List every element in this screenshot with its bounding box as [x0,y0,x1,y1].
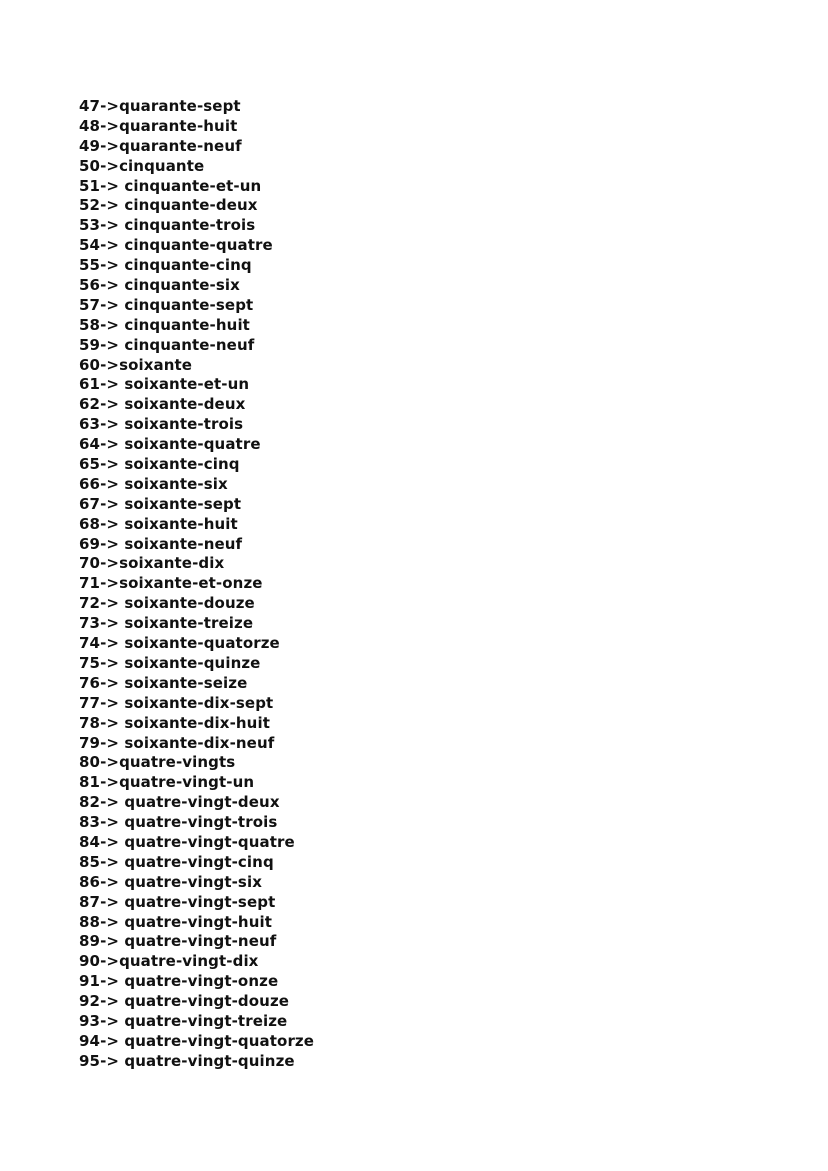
number-line: 92-> quatre-vingt-douze [79,992,290,1011]
number-line: 57-> cinquante-sept [79,295,254,314]
number-line: 95-> quatre-vingt-quinze [79,1051,295,1070]
number-line: 48->quarante-huit [79,116,238,135]
number-line: 64-> soixante-quatre [79,435,261,454]
number-line: 82-> quatre-vingt-deux [79,793,280,812]
number-line: 50->cinquante [79,156,205,175]
number-line: 86-> quatre-vingt-six [79,872,262,891]
number-line: 71->soixante-et-onze [79,574,263,593]
number-line: 52-> cinquante-deux [79,196,258,215]
number-line: 75-> soixante-quinze [79,653,261,672]
number-line: 60->soixante [79,355,193,374]
number-line: 73-> soixante-treize [79,614,254,633]
number-line: 59-> cinquante-neuf [79,335,255,354]
number-line: 68-> soixante-huit [79,514,238,533]
number-line: 51-> cinquante-et-un [79,176,262,195]
number-list [79,97,314,1072]
number-line: 85-> quatre-vingt-cinq [79,852,274,871]
number-line: 69-> soixante-neuf [79,534,243,553]
number-line: 58-> cinquante-huit [79,315,250,334]
number-line: 89-> quatre-vingt-neuf [79,932,277,951]
number-line: 76-> soixante-seize [79,673,248,692]
number-line: 56-> cinquante-six [79,276,240,295]
number-line: 83-> quatre-vingt-trois [79,813,278,832]
number-line: 65-> soixante-cinq [79,455,240,474]
number-line: 78-> soixante-dix-huit [79,713,270,732]
number-line: 87-> quatre-vingt-sept [79,892,276,911]
number-line: 77-> soixante-dix-sept [79,693,274,712]
number-line: 66-> soixante-six [79,474,228,493]
number-line: 91-> quatre-vingt-onze [79,972,279,991]
number-line: 90->quatre-vingt-dix [79,952,259,971]
number-line: 61-> soixante-et-un [79,375,250,394]
number-line: 54-> cinquante-quatre [79,236,273,255]
number-line: 81->quatre-vingt-un [79,773,255,792]
number-line: 53-> cinquante-trois [79,216,256,235]
number-line: 67-> soixante-sept [79,494,242,513]
number-line: 55-> cinquante-cinq [79,256,252,275]
number-line: 79-> soixante-dix-neuf [79,733,275,752]
number-line: 74-> soixante-quatorze [79,634,280,653]
number-line: 84-> quatre-vingt-quatre [79,832,295,851]
number-line: 88-> quatre-vingt-huit [79,912,272,931]
number-line: 49->quarante-neuf [79,136,242,155]
number-line: 94-> quatre-vingt-quatorze [79,1031,315,1050]
number-line: 93-> quatre-vingt-treize [79,1011,288,1030]
number-line: 80->quatre-vingts [79,753,236,772]
number-line: 70->soixante-dix [79,554,225,573]
number-line: 62-> soixante-deux [79,395,246,414]
number-line: 63-> soixante-trois [79,415,244,434]
number-line: 72-> soixante-douze [79,594,255,613]
number-line: 47->quarante-sept [79,97,241,115]
